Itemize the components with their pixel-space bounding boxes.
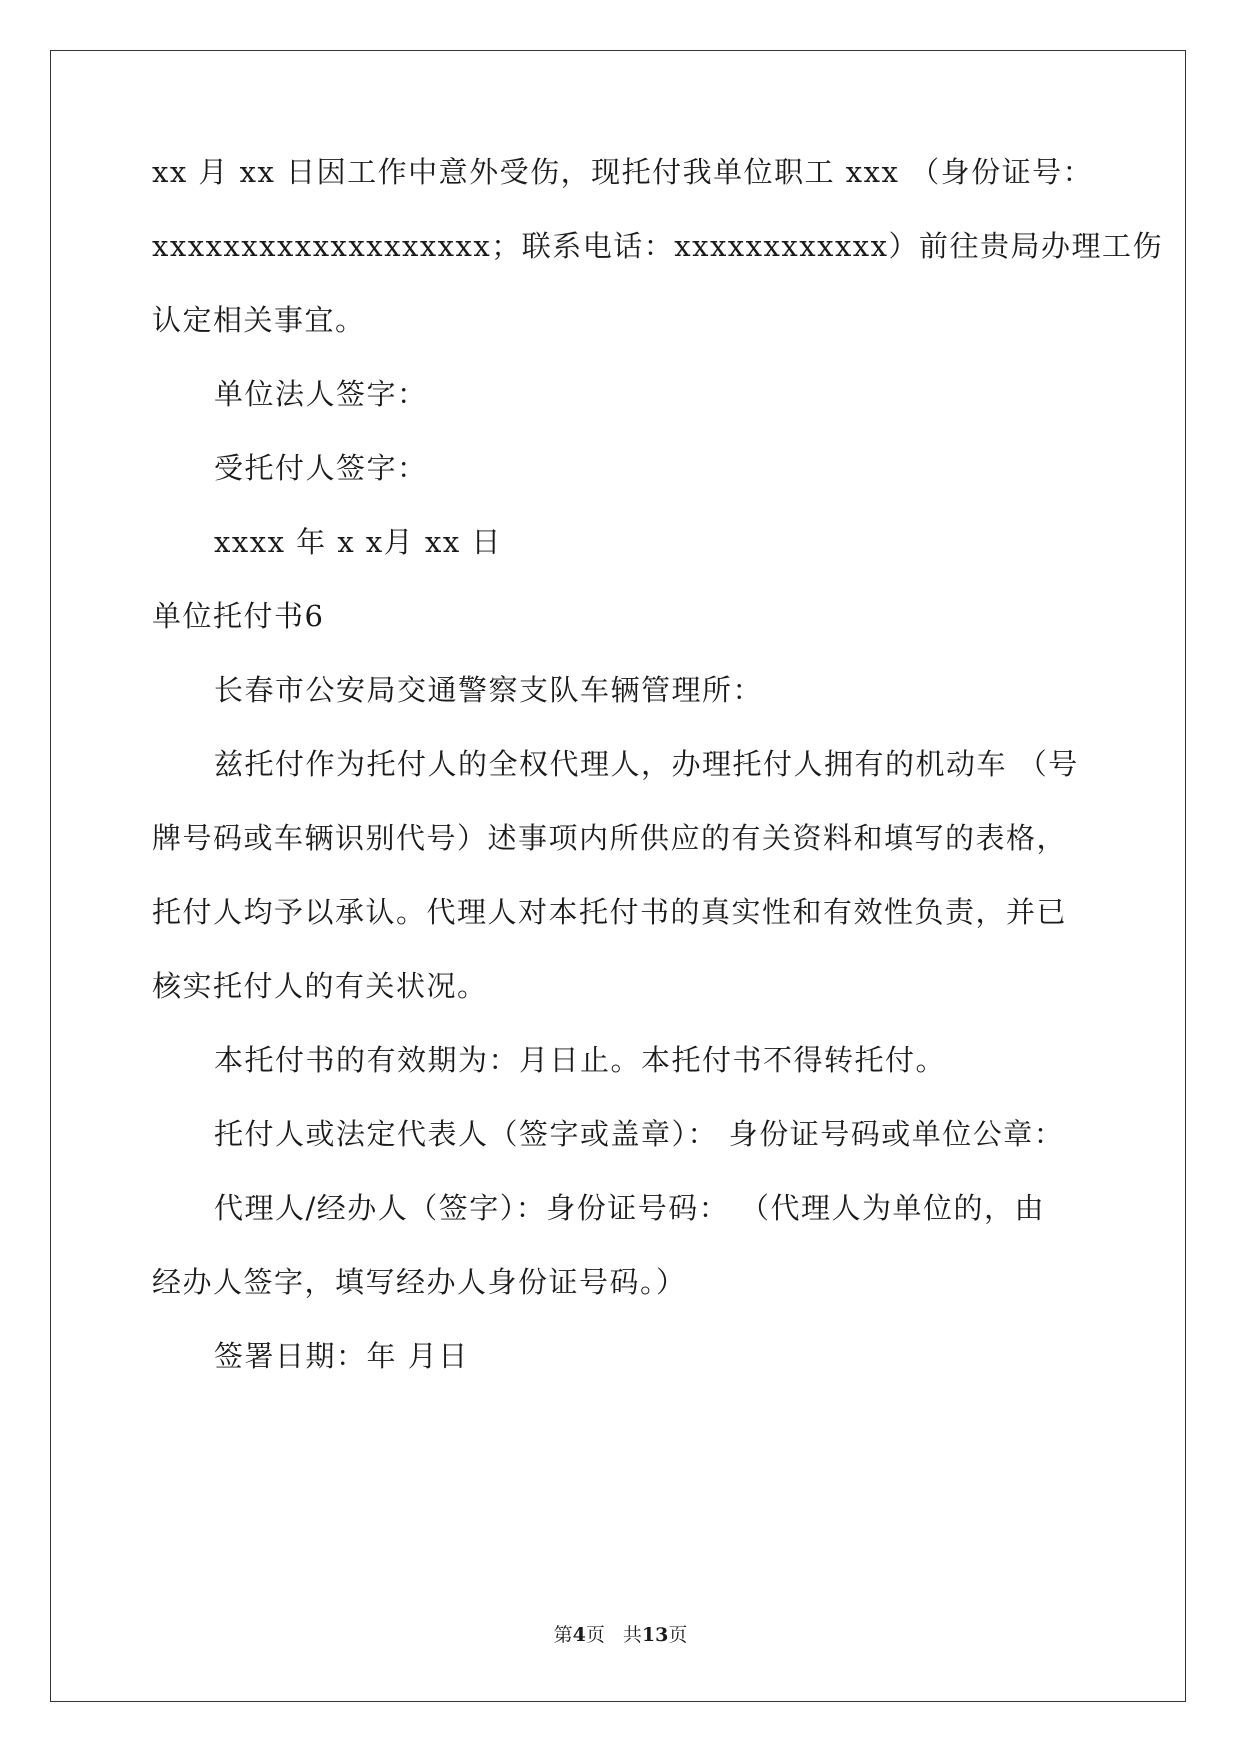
legal-person-signature-line: 单位法人签字： bbox=[214, 377, 428, 411]
footer-total-prefix: 共 bbox=[622, 1624, 642, 1646]
body-line: 兹托付作为托付人的全权代理人，办理托付人拥有的机动车 （号 bbox=[214, 747, 1079, 781]
section-heading: 单位托付书6 bbox=[152, 599, 325, 633]
body-line: 牌号码或车辆识别代号）述事项内所供应的有关资料和填写的表格， bbox=[152, 821, 1068, 855]
footer-page-number: 4 bbox=[572, 1624, 586, 1646]
footer-total-pages: 13 bbox=[641, 1624, 669, 1646]
addressee-line: 长春市公安局交通警察支队车辆管理所： bbox=[214, 673, 764, 707]
signing-date-line: 签署日期：年 月日 bbox=[214, 1339, 469, 1373]
body-line: 认定相关事宜。 bbox=[152, 303, 366, 337]
page-border bbox=[50, 50, 1186, 1702]
footer-page-unit: 页 bbox=[585, 1624, 605, 1646]
agent-signature-line: 代理人/经办人（签字）：身份证号码： （代理人为单位的，由 bbox=[214, 1191, 1045, 1225]
principal-signature-line: 托付人或法定代表人（签字或盖章）： 身份证号码或单位公章： bbox=[214, 1117, 1065, 1151]
date-line: xxxx 年 x x月 xx 日 bbox=[214, 525, 502, 559]
body-line: 托付人均予以承认。代理人对本托付书的真实性和有效性负责，并已 bbox=[152, 895, 1068, 929]
trustee-signature-line: 受托付人签字： bbox=[214, 451, 428, 485]
validity-line: 本托付书的有效期为：月日止。本托付书不得转托付。 bbox=[214, 1043, 947, 1077]
body-line: 核实托付人的有关状况。 bbox=[152, 969, 488, 1003]
body-line: 经办人签字，填写经办人身份证号码。） bbox=[152, 1265, 687, 1299]
body-line: xx 月 xx 日因工作中意外受伤，现托付我单位职工 xxx （身份证号： bbox=[152, 155, 1094, 189]
body-line: xxxxxxxxxxxxxxxxxxx；联系电话：xxxxxxxxxxxx）前往贵局办理工伤 bbox=[152, 229, 1164, 263]
page-footer bbox=[0, 1622, 1241, 1648]
footer-total-unit: 页 bbox=[668, 1624, 688, 1646]
footer-page-prefix: 第 bbox=[553, 1624, 573, 1646]
